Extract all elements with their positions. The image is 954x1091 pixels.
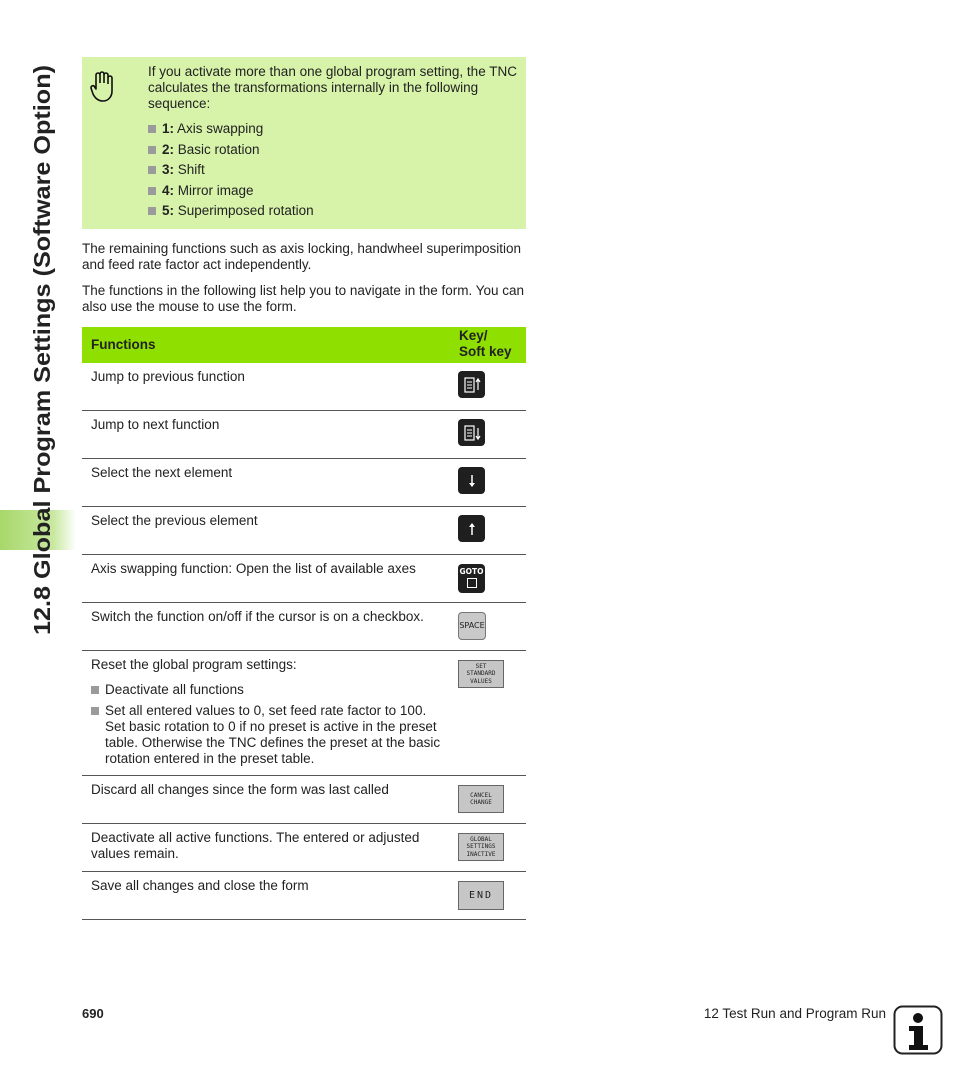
table-row [82,411,526,459]
softkey-label: CANCEL CHANGE [458,785,504,813]
space-key-label: SPACE [458,612,486,640]
paragraph-navigation: The functions in the following list help you to navigate in the form. You can also use the mouse to use the form. [82,283,525,314]
bullet-square-icon [148,125,156,133]
table-row [82,776,526,824]
table-row [82,363,526,411]
goto-key-label: GOTO [459,567,484,576]
item-text: Axis swapping [174,121,264,136]
function-text: Save all changes and close the form [91,878,309,893]
header-functions: Functions [91,337,156,352]
table-row [82,872,526,920]
space-key[interactable] [458,612,486,640]
table-row [82,507,526,555]
item-number: 3: [162,162,175,177]
list-item [148,162,518,178]
item-text: Set all entered values to 0, set feed rate factor to 100. Set basic rotation to 0 if no preset is active in the preset table. Otherwise the TNC defines the preset at the basic rotation entered in the preset table. [105,703,441,766]
note-intro: If you activate more than one global program setting, the TNC calculates the transformations internally in the following sequence: [148,64,517,111]
item-text: Superimposed rotation [174,203,314,218]
item-text: Basic rotation [174,141,260,157]
note-text [148,64,518,224]
header-key-line2: Soft key [459,344,512,359]
global-settings-inactive-softkey[interactable] [458,833,504,861]
table-header [82,327,526,363]
list-item [148,142,518,158]
item-text: Shift [174,162,205,177]
reset-options-list [91,682,443,767]
function-text: Jump to next function [91,417,220,432]
header-key [459,328,512,360]
goto-key[interactable] [458,564,485,593]
table-row [82,555,526,603]
list-item [148,183,518,199]
function-text: Axis swapping function: Open the list of available axes [91,561,416,576]
page-down-key-icon[interactable] [458,419,485,446]
side-title-text: 12.8 Global Program Settings (Software Option) [29,114,55,635]
bullet-square-icon [148,166,156,174]
item-text: Deactivate all functions [105,682,244,697]
softkey-label: GLOBAL SETTINGS INACTIVE [458,833,504,861]
item-number: 2: [162,141,175,157]
arrow-up-key-icon[interactable] [458,515,485,542]
header-key-line1: Key/ [459,328,488,343]
arrow-down-key-icon[interactable] [458,467,485,494]
info-i-icon [893,1005,943,1055]
function-text: Deactivate all active functions. The entered or adjusted values remain. [91,830,420,861]
page-up-key-icon[interactable] [458,371,485,398]
paragraph-remaining-functions: The remaining functions such as axis locking, handwheel superimposition and feed rate factor act independently. [82,241,521,272]
list-item [91,703,443,767]
cancel-change-softkey[interactable] [458,785,504,813]
bullet-square-icon [91,707,99,715]
bullet-square-icon [148,187,156,195]
bullet-square-icon [148,207,156,215]
bullet-square-icon [148,146,156,154]
note-box [82,57,526,229]
functions-table [82,327,526,920]
side-chapter-title [16,60,66,640]
table-row [82,459,526,507]
list-item [91,682,443,698]
list-item [148,121,518,137]
item-number: 4: [162,182,175,198]
table-row [82,824,526,872]
function-text: Discard all changes since the form was last called [91,782,389,797]
function-text: Switch the function on/off if the cursor is on a checkbox. [91,609,424,624]
bullet-square-icon [91,686,99,694]
function-text: Select the next element [91,465,233,480]
end-softkey[interactable] [458,881,504,910]
item-number: 5: [162,203,175,218]
function-text: Reset the global program settings: [91,657,297,672]
function-text: Select the previous element [91,513,258,528]
item-number: 1: [162,121,175,136]
function-cell [91,657,443,772]
list-item [148,203,518,219]
item-text: Mirror image [174,182,254,198]
page-number: 690 [82,1006,104,1021]
note-list [148,121,518,219]
set-standard-values-softkey[interactable] [458,660,504,688]
softkey-label: SET STANDARD VALUES [458,660,504,688]
function-text: Jump to previous function [91,369,245,384]
table-row [82,603,526,651]
pointing-hand-icon [90,71,116,103]
softkey-label: END [458,881,504,910]
checkbox-square-icon [467,578,477,588]
chapter-title: 12 Test Run and Program Run [703,1006,886,1021]
table-row [82,651,526,776]
